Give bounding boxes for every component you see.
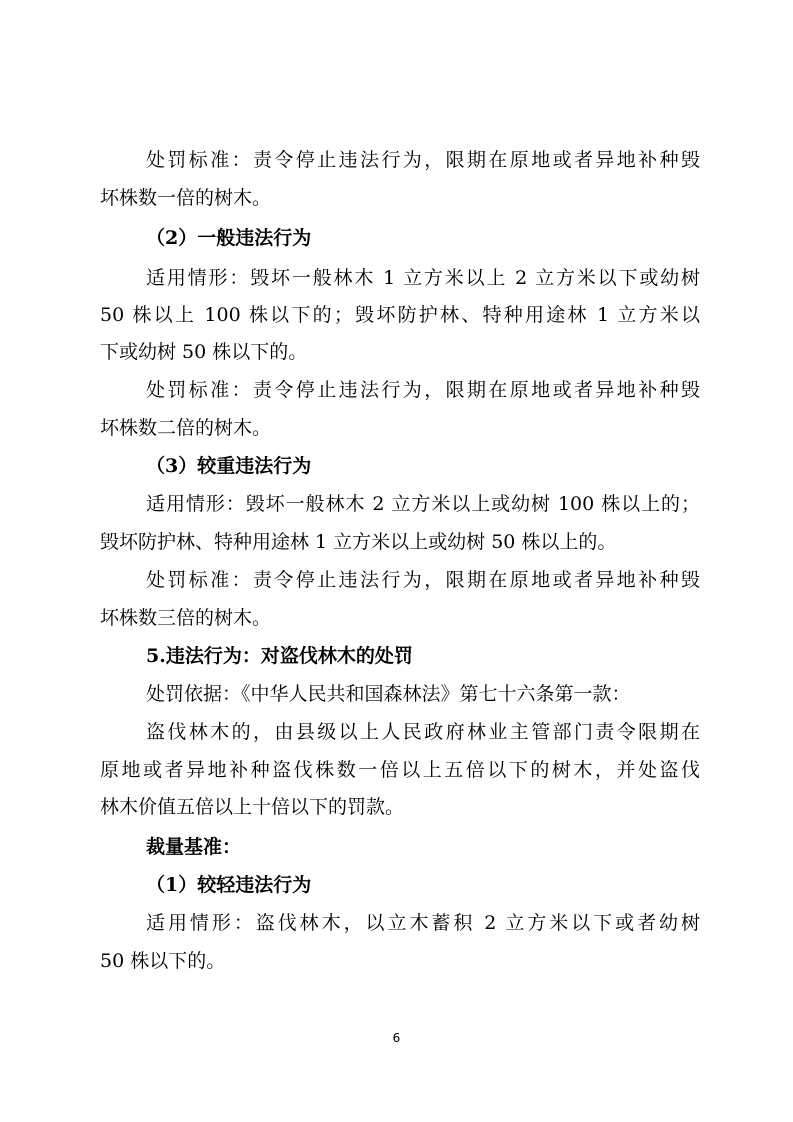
section-heading: 5.违法行为：对盗伐林木的处罚 (146, 645, 413, 667)
paragraph-line: 50 株以下的。 (100, 950, 226, 972)
paragraph-line: 适用情形：盗伐林木，以立木蓄积 2 立方米以下或者幼树 (146, 912, 700, 934)
paragraph-line: 坏株数三倍的树木。 (100, 607, 272, 629)
paragraph-line: 处罚依据：《中华人民共和国森林法》第七十六条第一款： (146, 683, 631, 705)
section-heading: （3）较重违法行为 (146, 455, 312, 477)
paragraph-line: 毁坏防护林、特种用途林 1 立方米以上或幼树 50 株以上的。 (100, 531, 617, 553)
paragraph-line: 50 株以上 100 株以下的；毁坏防护林、特种用途林 1 立方米以 (100, 304, 700, 326)
paragraph-line: 下或幼树 50 株以下的。 (100, 341, 308, 363)
section-heading: （1）较轻违法行为 (146, 874, 312, 896)
section-heading: （2）一般违法行为 (146, 227, 312, 249)
paragraph-line: 林木价值五倍以上十倍以下的罚款。 (100, 796, 405, 818)
paragraph-line: 处罚标准：责令停止违法行为，限期在原地或者异地补种毁 (146, 569, 700, 591)
paragraph-line: 适用情形：毁坏一般林木 1 立方米以上 2 立方米以下或幼树 (146, 267, 700, 289)
page-number: 6 (392, 1031, 401, 1045)
paragraph-line: 处罚标准：责令停止违法行为，限期在原地或者异地补种毁 (146, 379, 700, 401)
paragraph-line: 坏株数二倍的树木。 (100, 417, 272, 439)
paragraph-line: 适用情形：毁坏一般林木 2 立方米以上或幼树 100 株以上的； (146, 493, 700, 515)
paragraph-line: 盗伐林木的，由县级以上人民政府林业主管部门责令限期在 (146, 721, 700, 743)
paragraph-line: 原地或者异地补种盗伐株数一倍以上五倍以下的树木，并处盗伐 (100, 759, 700, 781)
section-heading: 裁量基准： (146, 836, 242, 858)
paragraph-line: 坏株数一倍的树木。 (100, 187, 272, 209)
paragraph-line: 处罚标准：责令停止违法行为，限期在原地或者异地补种毁 (146, 149, 700, 171)
